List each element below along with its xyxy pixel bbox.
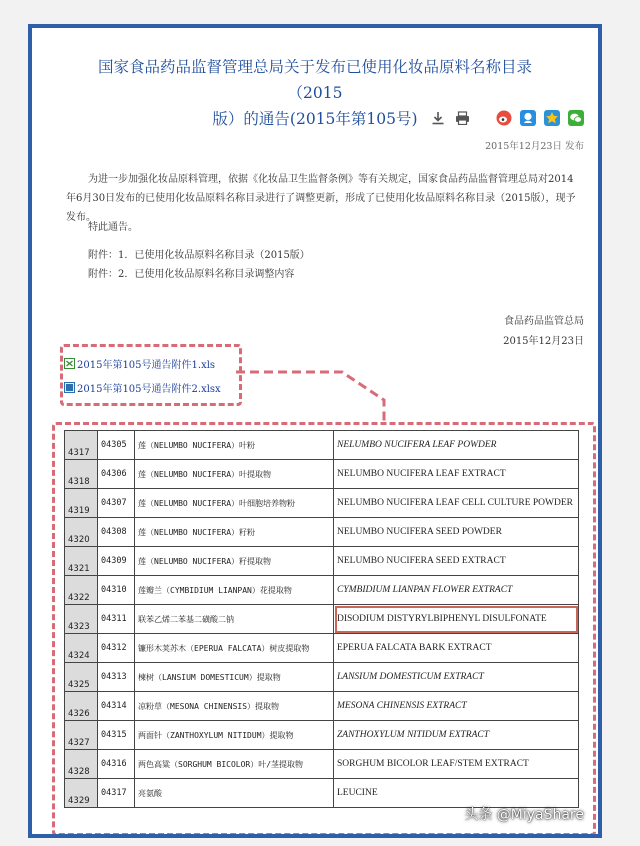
chinese-name-cell: 凉粉草（MESONA CHINENSIS）提取物 <box>135 692 334 721</box>
row-number-cell: 4320 <box>65 518 98 547</box>
attachment-1: 附件：1．已使用化妆品原料名称目录（2015版） <box>88 250 310 261</box>
table-row <box>65 692 579 721</box>
inci-name-cell: NELUMBO NUCIFERA LEAF EXTRACT <box>334 460 579 489</box>
chinese-name-cell: 莲（NELUMBO NUCIFERA）籽粉 <box>135 518 334 547</box>
ingredient-code-cell: 04307 <box>98 489 135 518</box>
title-line-2: 版）的通告(2015年第105号) <box>212 110 418 128</box>
inci-name-cell: NELUMBO NUCIFERA LEAF POWDER <box>334 431 579 460</box>
ingredient-code-cell: 04314 <box>98 692 135 721</box>
chinese-name-cell: 莲瓣兰（CYMBIDIUM LIANPAN）花提取物 <box>135 576 334 605</box>
row-number-cell: 4318 <box>65 460 98 489</box>
ingredient-code-cell: 04316 <box>98 750 135 779</box>
ingredient-code-cell: 04305 <box>98 431 135 460</box>
signature-date: 2015年12月23日 <box>503 336 584 347</box>
row-number-cell: 4324 <box>65 634 98 663</box>
publish-date: 2015年12月23日 发布 <box>485 141 584 152</box>
row-number-cell: 4327 <box>65 721 98 750</box>
table-row <box>65 634 579 663</box>
chinese-name-cell: 莲（NELUMBO NUCIFERA）叶提取物 <box>135 460 334 489</box>
chinese-name-cell: 亮氨酸 <box>135 779 334 808</box>
ingredient-code-cell: 04311 <box>98 605 135 634</box>
chinese-name-cell: 楝树（LANSIUM DOMESTICUM）提取物 <box>135 663 334 692</box>
chinese-name-cell: 联苯乙烯二苯基二磺酸二钠 <box>135 605 334 634</box>
table-row <box>65 460 579 489</box>
attachment-link-1-label[interactable]: 2015年第105号通告附件1.xls <box>77 360 216 371</box>
title-line-1: 国家食品药品监督管理总局关于发布已使用化妆品原料名称目录（2015 <box>97 58 532 102</box>
ingredient-code-cell: 04310 <box>98 576 135 605</box>
chinese-name-cell: 两面针（ZANTHOXYLUM NITIDUM）提取物 <box>135 721 334 750</box>
table-row <box>65 605 579 634</box>
inci-name-cell: LANSIUM DOMESTICUM EXTRACT <box>334 663 579 692</box>
table-row <box>65 750 579 779</box>
table-row <box>65 547 579 576</box>
table-row <box>65 489 579 518</box>
inci-name-cell: CYMBIDIUM LIANPAN FLOWER EXTRACT <box>334 576 579 605</box>
signature-org: 食品药品监管总局 <box>504 316 584 327</box>
row-number-cell: 4323 <box>65 605 98 634</box>
inci-name-cell: DISODIUM DISTYRYLBIPHENYL DISULFONATE <box>334 605 579 634</box>
row-number-cell: 4321 <box>65 547 98 576</box>
row-number-cell: 4328 <box>65 750 98 779</box>
table-row <box>65 576 579 605</box>
chinese-name-cell: 莲（NELUMBO NUCIFERA）叶细胞培养物粉 <box>135 489 334 518</box>
ingredient-code-cell: 04312 <box>98 634 135 663</box>
row-number-cell: 4322 <box>65 576 98 605</box>
inci-name-cell: NELUMBO NUCIFERA LEAF CELL CULTURE POWDER <box>334 489 579 518</box>
watermark: 头条 @MiyaShare <box>464 807 584 823</box>
inci-name-cell: EPERUA FALCATA BARK EXTRACT <box>334 634 579 663</box>
ingredient-code-cell: 04308 <box>98 518 135 547</box>
inci-name-cell: NELUMBO NUCIFERA SEED EXTRACT <box>334 547 579 576</box>
inci-name-cell: NELUMBO NUCIFERA SEED POWDER <box>334 518 579 547</box>
chinese-name-cell: 镰形木荚苏木（EPERUA FALCATA）树皮提取物 <box>135 634 334 663</box>
row-number-cell: 4326 <box>65 692 98 721</box>
inci-name-cell: ZANTHOXYLUM NITIDUM EXTRACT <box>334 721 579 750</box>
attachment-2: 附件：2．已使用化妆品原料名称目录调整内容 <box>88 269 295 280</box>
chinese-name-cell: 莲（NELUMBO NUCIFERA）叶粉 <box>135 431 334 460</box>
inci-name-cell: LEUCINE <box>334 779 579 808</box>
ingredient-code-cell: 04306 <box>98 460 135 489</box>
attachment-link-2-label[interactable]: 2015年第105号通告附件2.xlsx <box>77 384 221 395</box>
table-row <box>65 431 579 460</box>
para-1: 为进一步加强化妆品原料管理，依据《化妆品卫生监督条例》等有关规定，国家食品药品监督管理总局对2014年6月30日发布的已使用化妆品原料名称目录进行了调整更新，形成了已使用化妆品原料名称目录（2015版），现予发布。 <box>66 174 576 223</box>
row-number-cell: 4329 <box>65 779 98 808</box>
chinese-name-cell: 两色高粱（SORGHUM BICOLOR）叶/茎提取物 <box>135 750 334 779</box>
inci-name-cell: SORGHUM BICOLOR LEAF/STEM EXTRACT <box>334 750 579 779</box>
ingredient-table <box>64 430 579 808</box>
table-row <box>65 518 579 547</box>
table-row <box>65 663 579 692</box>
row-number-cell: 4319 <box>65 489 98 518</box>
document-frame <box>28 24 602 838</box>
ingredient-code-cell: 04309 <box>98 547 135 576</box>
para-2: 特此通告。 <box>88 222 138 233</box>
ingredient-code-cell: 04315 <box>98 721 135 750</box>
row-number-cell: 4317 <box>65 431 98 460</box>
table-row <box>65 721 579 750</box>
ingredient-code-cell: 04313 <box>98 663 135 692</box>
ingredient-code-cell: 04317 <box>98 779 135 808</box>
row-number-cell: 4325 <box>65 663 98 692</box>
chinese-name-cell: 莲（NELUMBO NUCIFERA）籽提取物 <box>135 547 334 576</box>
inci-name-cell: MESONA CHINENSIS EXTRACT <box>334 692 579 721</box>
